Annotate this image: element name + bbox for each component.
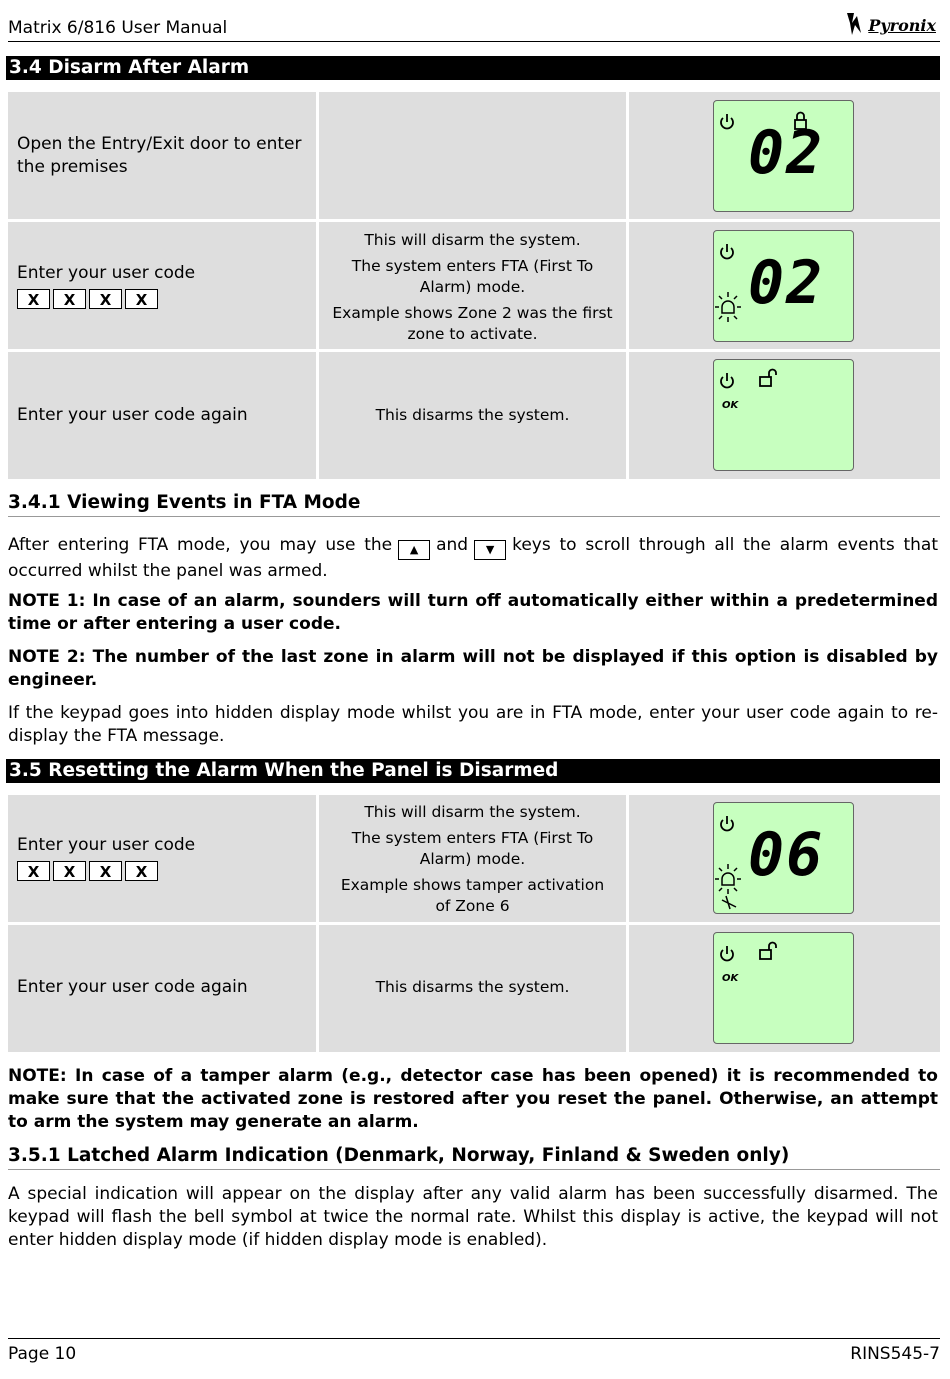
step-description-cell [319, 795, 626, 922]
step-description: This disarms the system. [375, 406, 570, 424]
logo-flame-icon [844, 11, 868, 39]
step-instruction-cell [8, 222, 316, 349]
power-icon [721, 114, 733, 128]
code-key: X [17, 861, 50, 881]
code-key: X [125, 289, 158, 309]
step-instruction-cell [8, 352, 316, 479]
code-key: X [89, 289, 122, 309]
code-key: X [89, 861, 122, 881]
pyronix-logo [844, 9, 936, 39]
power-icon [721, 244, 733, 258]
step-description-cell [319, 352, 626, 479]
note-2: NOTE 2: The number of the last zone in alarm will not be displayed if this option is disabled by engineer. [8, 647, 938, 690]
power-icon [721, 946, 733, 960]
lcd-zone-digits: 02 [748, 248, 825, 318]
lcd-display [713, 802, 854, 914]
step-description: This will disarm the system. [364, 231, 581, 249]
step-row [8, 795, 940, 922]
lock-open-icon [760, 370, 776, 387]
power-icon [721, 816, 733, 830]
power-icon [721, 373, 733, 387]
tamper-icon [722, 896, 736, 909]
step-instruction-cell [8, 795, 316, 922]
alarm-bell-icon [715, 864, 741, 894]
hidden-display-paragraph: If the keypad goes into hidden display mode whilst you are in FTA mode, enter your user code again to re-display the FTA message. [8, 703, 938, 746]
tamper-note: NOTE: In case of a tamper alarm (e.g., detector case has been opened) it is recommended to make sure that the activated zone is restored after you reset the panel. Otherwise, an attempt to arm the system may generate an alarm. [8, 1066, 938, 1132]
step-description: Example shows Zone 2 was the first zone to activate. [332, 304, 613, 343]
step-description: Example shows tamper activation of Zone 6 [340, 876, 605, 915]
step-display-cell [629, 352, 940, 479]
lock-open-icon [760, 943, 776, 960]
down-arrow-key-icon: ▼ [474, 540, 506, 560]
lcd-icons [714, 933, 854, 1043]
section-heading-3-4-1: 3.4.1 Viewing Events in FTA Mode [8, 492, 940, 517]
section-heading-3-5-1: 3.5.1 Latched Alarm Indication (Denmark, Norway, Finland & Sweden only) [8, 1145, 940, 1170]
step-instruction: Enter your user code again [17, 977, 248, 997]
up-arrow-key-icon: ▲ [398, 540, 430, 560]
step-description: This will disarm the system. [364, 803, 581, 821]
user-code-keys [17, 289, 308, 309]
step-display-cell [629, 92, 940, 219]
step-display-cell [629, 795, 940, 922]
step-description-cell [319, 222, 626, 349]
step-description: This disarms the system. [375, 978, 570, 996]
step-row [8, 925, 940, 1052]
document-reference: RINS545-7 [850, 1344, 940, 1364]
step-display-cell [629, 925, 940, 1052]
fta-scroll-paragraph: After entering FTA mode, you may use the ▲ and ▼ keys to scroll through all the alarm events that occurred whilst the panel was armed. [8, 535, 938, 581]
step-instruction-cell [8, 92, 316, 219]
lcd-zone-digits: 06 [748, 820, 825, 890]
lcd-display [713, 230, 854, 342]
lcd-display [713, 932, 854, 1044]
lcd-ok-indicator: OK [722, 400, 739, 411]
lcd-icons [714, 360, 854, 470]
section-heading-3-4: 3.4 Disarm After Alarm [6, 56, 940, 80]
logo-text: Pyronix [868, 16, 936, 35]
code-key: X [53, 861, 86, 881]
page-header [8, 15, 940, 42]
code-key: X [17, 289, 50, 309]
note-1: NOTE 1: In case of an alarm, sounders will turn off automatically either within a predetermined time or after entering a user code. [8, 591, 938, 634]
user-code-keys [17, 861, 308, 881]
step-instruction: Enter your user code again [17, 405, 248, 425]
step-description: The system enters FTA (First To Alarm) mode. [351, 257, 594, 296]
step-instruction-cell [8, 925, 316, 1052]
alarm-bell-icon [715, 292, 741, 322]
lcd-ok-indicator: OK [722, 973, 739, 984]
lcd-display [713, 359, 854, 471]
code-key: X [53, 289, 86, 309]
section-heading-3-5: 3.5 Resetting the Alarm When the Panel is Disarmed [6, 759, 940, 783]
code-key: X [125, 861, 158, 881]
step-description-cell [319, 92, 626, 219]
manual-title: Matrix 6/816 User Manual [8, 18, 228, 38]
step-instruction: Enter your user code [17, 263, 196, 283]
step-row [8, 222, 940, 349]
latched-alarm-paragraph: A special indication will appear on the display after any valid alarm has been successfully disarmed. The keypad will flash the bell symbol at twice the normal rate. Whilst this display is active, the keypad will not enter hidden display mode (if hidden display mode is enabled). [8, 1184, 938, 1250]
step-description: The system enters FTA (First To Alarm) mode. [351, 829, 594, 868]
step-row [8, 92, 940, 219]
step-instruction: Enter your user code [17, 835, 196, 855]
step-instruction: Open the Entry/Exit door to enter the premises [17, 134, 302, 177]
lcd-zone-digits: 02 [748, 118, 825, 188]
page-footer [8, 1338, 940, 1364]
page-number: Page 10 [8, 1344, 77, 1364]
step-row [8, 352, 940, 479]
step-display-cell [629, 222, 940, 349]
lcd-display [713, 100, 854, 212]
step-description-cell [319, 925, 626, 1052]
